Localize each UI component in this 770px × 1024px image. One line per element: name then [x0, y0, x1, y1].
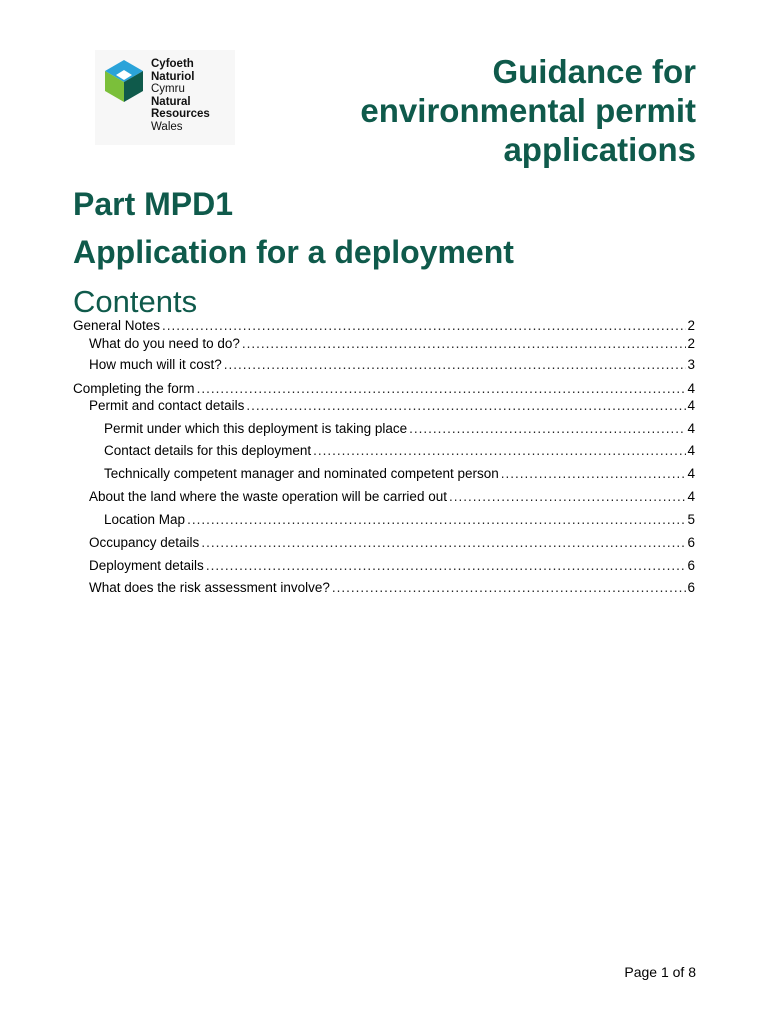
document-title	[276, 52, 696, 169]
title-line: Guidance for	[492, 53, 696, 90]
logo-line: Cyfoeth	[151, 58, 194, 70]
toc-entry-about-land[interactable]	[89, 489, 695, 507]
toc-entry-label: Permit and contact details	[89, 398, 245, 413]
toc-entry-page: 4	[687, 466, 695, 481]
toc-entry-page: 2	[687, 336, 695, 351]
toc-entry-label: About the land where the waste operation will be carried out	[89, 489, 447, 504]
toc-entry-completing-form[interactable]	[73, 381, 695, 399]
logo-line: Resources	[151, 108, 210, 120]
toc-entry-label: What do you need to do?	[89, 336, 240, 351]
toc-entry-page: 4	[687, 398, 695, 413]
toc-entry-label: Permit under which this deployment is taking place	[104, 421, 408, 436]
toc-entry-label: How much will it cost?	[89, 357, 222, 372]
toc-entry-label: General Notes	[73, 318, 161, 333]
toc-entry-page: 4	[687, 443, 695, 458]
toc-entry-page: 6	[687, 580, 695, 595]
toc-entry-location-map[interactable]	[104, 512, 695, 530]
toc-entry-contact-details[interactable]	[104, 443, 695, 461]
toc-entry-page: 5	[687, 512, 695, 527]
part-title: Part MPD1	[73, 186, 234, 222]
toc-entry-page: 4	[687, 489, 695, 504]
nrw-logo	[95, 50, 235, 145]
page-subtitle: Application for a deployment	[73, 234, 514, 270]
toc-entry-page: 6	[687, 535, 695, 550]
logo-mark-icon	[101, 58, 147, 104]
logo-wordmark	[151, 58, 210, 133]
contents-heading: Contents	[73, 284, 198, 319]
toc-entry-page: 4	[687, 381, 695, 396]
logo-line: Natural	[151, 95, 191, 108]
toc-entry-label: Deployment details	[89, 558, 204, 573]
toc-entry-page: 2	[687, 318, 695, 333]
toc-entry-occupancy[interactable]	[89, 535, 695, 553]
toc-entry-page: 3	[687, 357, 695, 372]
toc-entry-permit-under[interactable]	[104, 421, 695, 439]
toc-entry-page: 4	[687, 421, 695, 436]
toc-entry-permit-contact[interactable]	[89, 398, 695, 416]
toc-entry-label: Location Map	[104, 512, 186, 527]
toc-entry-page: 6	[687, 558, 695, 573]
toc-entry-label: Completing the form	[73, 381, 195, 396]
toc-entry-technically-competent[interactable]	[104, 466, 695, 484]
logo-line: Wales	[151, 120, 183, 133]
logo-line: Naturiol	[151, 70, 195, 83]
toc-entry-risk-assessment[interactable]	[89, 580, 695, 598]
toc-entry-label: Contact details for this deployment	[104, 443, 312, 458]
logo-line: Cymru	[151, 83, 185, 95]
toc-entry-cost[interactable]	[89, 357, 695, 375]
toc-entry-deployment[interactable]	[89, 558, 695, 576]
page-number: Page 1 of 8	[624, 964, 696, 980]
toc-entry-label: Occupancy details	[89, 535, 200, 550]
toc-entry-general-notes[interactable]	[73, 318, 695, 336]
toc-entry-what-do-you-need[interactable]	[89, 336, 695, 354]
toc-entry-label: What does the risk assessment involve?	[89, 580, 330, 595]
toc-entry-label: Technically competent manager and nominated competent person	[104, 466, 499, 481]
title-line: environmental permit	[360, 92, 696, 129]
title-line: applications	[503, 131, 696, 168]
